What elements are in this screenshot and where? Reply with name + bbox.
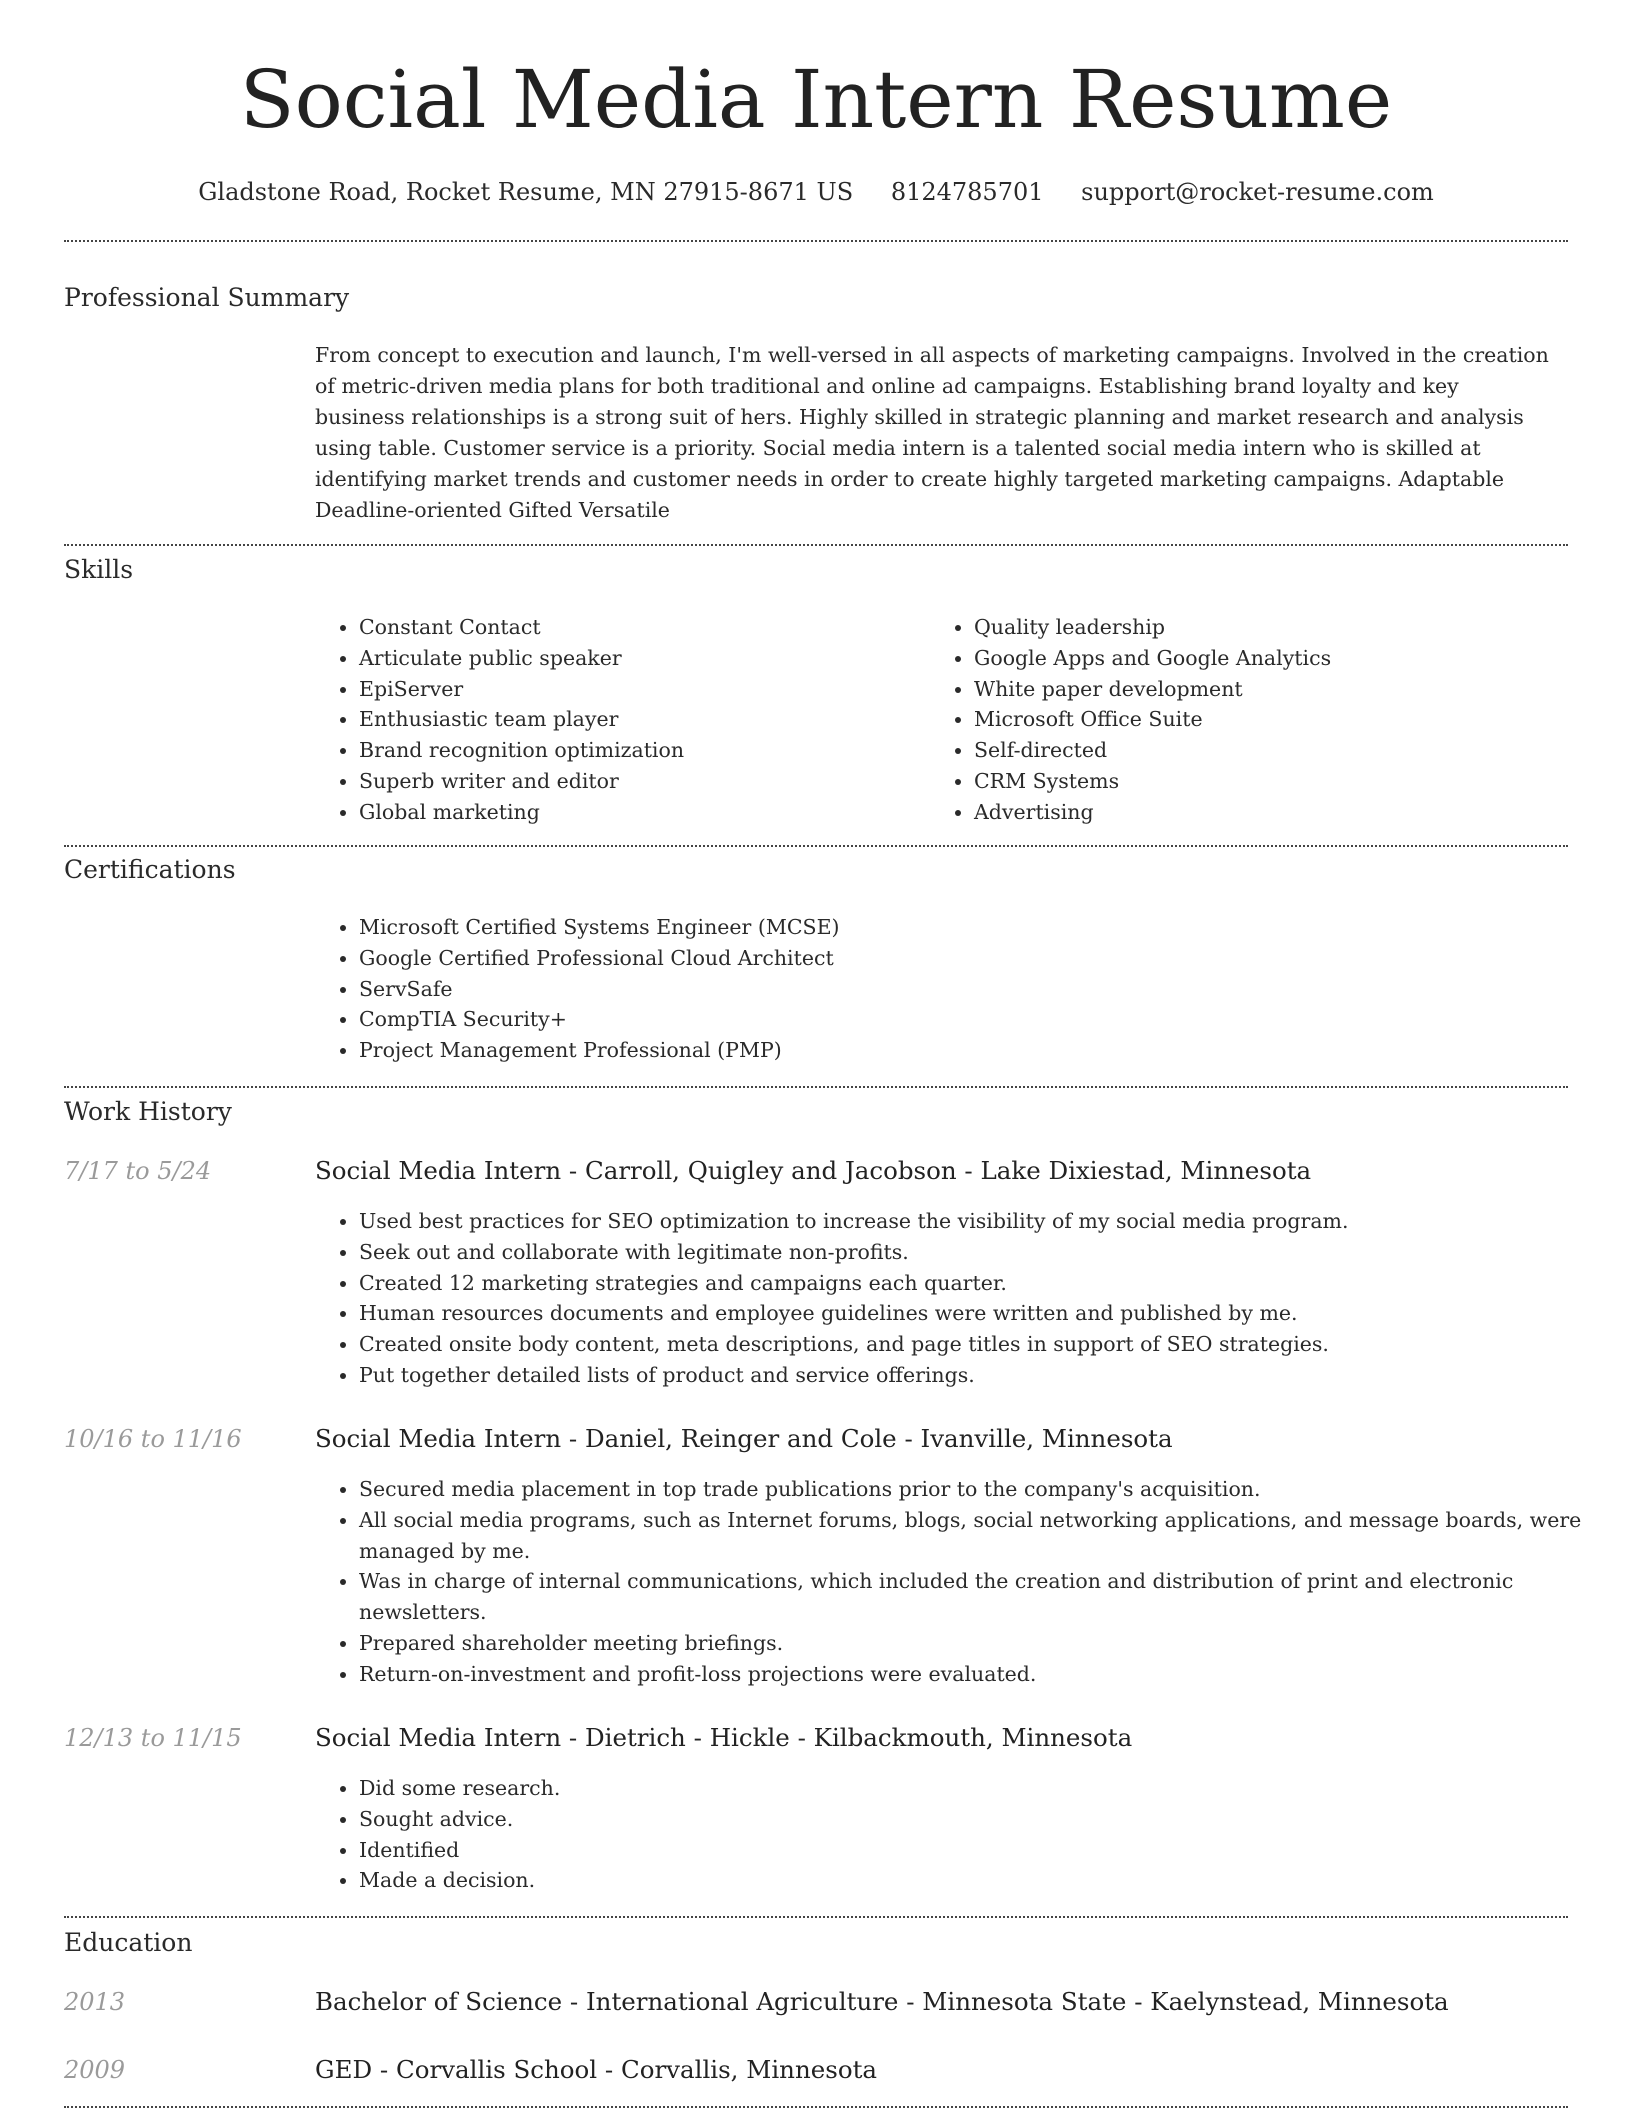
- skill-item: • EpiServer: [359, 674, 684, 705]
- section-divider: [64, 240, 1568, 242]
- job-duty: • Seek out and collaborate with legitimate non-profits.: [359, 1237, 1609, 1268]
- skill-item: • Quality leadership: [974, 612, 1331, 643]
- job-duty: • Sought advice.: [359, 1804, 1609, 1835]
- skill-item: • Google Apps and Google Analytics: [974, 643, 1331, 674]
- contact-email: support@rocket-resume.com: [1081, 178, 1434, 206]
- certification-item: • ServSafe: [359, 974, 840, 1005]
- certifications-list: [315, 912, 840, 1066]
- certifications-heading: Certifications: [64, 855, 236, 884]
- job-duties-list: [315, 1474, 1609, 1690]
- job-duty: • Identified: [359, 1835, 1609, 1866]
- skill-item: • White paper development: [974, 674, 1331, 705]
- certification-item: • Microsoft Certified Systems Engineer (MCSE): [359, 912, 840, 943]
- education-year: 2009: [64, 2056, 126, 2084]
- section-divider: [64, 2106, 1568, 2108]
- skills-heading: Skills: [64, 555, 134, 584]
- job-heading: Social Media Intern - Carroll, Quigley and Jacobson - Lake Dixiestad, Minnesota: [315, 1156, 1312, 1185]
- skill-item: • CRM Systems: [974, 766, 1331, 797]
- job-duties-list: [315, 1206, 1609, 1391]
- section-divider: [64, 845, 1568, 847]
- contact-address: Gladstone Road, Rocket Resume, MN 27915-8671 US: [198, 178, 854, 206]
- contact-phone: 8124785701: [890, 178, 1044, 206]
- work-history-heading: Work History: [64, 1097, 232, 1126]
- job-duty: • Human resources documents and employee guidelines were written and published by me.: [359, 1298, 1609, 1329]
- job-duty: • Did some research.: [359, 1773, 1609, 1804]
- job-duty: • Was in charge of internal communications, which included the creation and distribution of print and electronic newsletters.: [359, 1566, 1609, 1628]
- certification-item: • Project Management Professional (PMP): [359, 1035, 840, 1066]
- contact-line: [0, 178, 1632, 206]
- job-duty: • Put together detailed lists of product and service offerings.: [359, 1360, 1609, 1391]
- section-divider: [64, 544, 1568, 546]
- job-duty: • Created 12 marketing strategies and campaigns each quarter.: [359, 1268, 1609, 1299]
- job-duty: • Made a decision.: [359, 1865, 1609, 1896]
- summary-heading: Professional Summary: [64, 283, 350, 312]
- education-year: 2013: [64, 1988, 126, 2016]
- job-heading: Social Media Intern - Dietrich - Hickle - Kilbackmouth, Minnesota: [315, 1723, 1133, 1752]
- certification-item: • Google Certified Professional Cloud Architect: [359, 943, 840, 974]
- job-duties-list: [315, 1773, 1609, 1896]
- education-degree: GED - Corvallis School - Corvallis, Minnesota: [315, 2055, 878, 2084]
- resume-name: Social Media Intern Resume: [239, 53, 1393, 146]
- skill-item: • Enthusiastic team player: [359, 704, 684, 735]
- skill-item: • Advertising: [974, 797, 1331, 828]
- job-dates: 7/17 to 5/24: [64, 1157, 212, 1185]
- job-dates: 12/13 to 11/15: [64, 1724, 242, 1752]
- certification-item: • CompTIA Security+: [359, 1004, 840, 1035]
- job-duty: • All social media programs, such as Internet forums, blogs, social networking applications, and message boards, were managed by me.: [359, 1505, 1609, 1567]
- skill-item: • Microsoft Office Suite: [974, 704, 1331, 735]
- job-heading: Social Media Intern - Daniel, Reinger and Cole - Ivanville, Minnesota: [315, 1424, 1173, 1453]
- section-divider: [64, 1086, 1568, 1088]
- job-duty: • Return-on-investment and profit-loss projections were evaluated.: [359, 1659, 1609, 1690]
- skill-item: • Self-directed: [974, 735, 1331, 766]
- summary-text: From concept to execution and launch, I'm well-versed in all aspects of marketing campaigns. Involved in the creation of metric-driven media plans for both traditional and online ad campaigns. Establishing brand loyalty and key business relationships is a strong suit of hers. Highly skilled in strategic planning and market research and analysis using table. Customer service is a priority. Social media intern is a talented social media intern who is skilled at identifying market trends and customer needs in order to create highly targeted marketing campaigns. Adaptable Deadline-oriented Gifted Versatile: [315, 343, 1549, 522]
- skill-item: • Global marketing: [359, 797, 684, 828]
- skill-item: • Constant Contact: [359, 612, 684, 643]
- skill-item: • Superb writer and editor: [359, 766, 684, 797]
- skills-list-left: [315, 612, 684, 828]
- job-duty: • Secured media placement in top trade publications prior to the company's acquisition.: [359, 1474, 1609, 1505]
- job-dates: 10/16 to 11/16: [64, 1425, 242, 1453]
- skill-item: • Articulate public speaker: [359, 643, 684, 674]
- skills-list-right: [930, 612, 1331, 828]
- job-duty: • Prepared shareholder meeting briefings.: [359, 1628, 1609, 1659]
- job-duty: • Created onsite body content, meta descriptions, and page titles in support of SEO strategies.: [359, 1329, 1609, 1360]
- job-duty: • Used best practices for SEO optimization to increase the visibility of my social media program.: [359, 1206, 1609, 1237]
- skill-item: • Brand recognition optimization: [359, 735, 684, 766]
- section-divider: [64, 1916, 1568, 1918]
- education-heading: Education: [64, 1928, 193, 1957]
- education-degree: Bachelor of Science - International Agriculture - Minnesota State - Kaelynstead, Minnesota: [315, 1987, 1449, 2016]
